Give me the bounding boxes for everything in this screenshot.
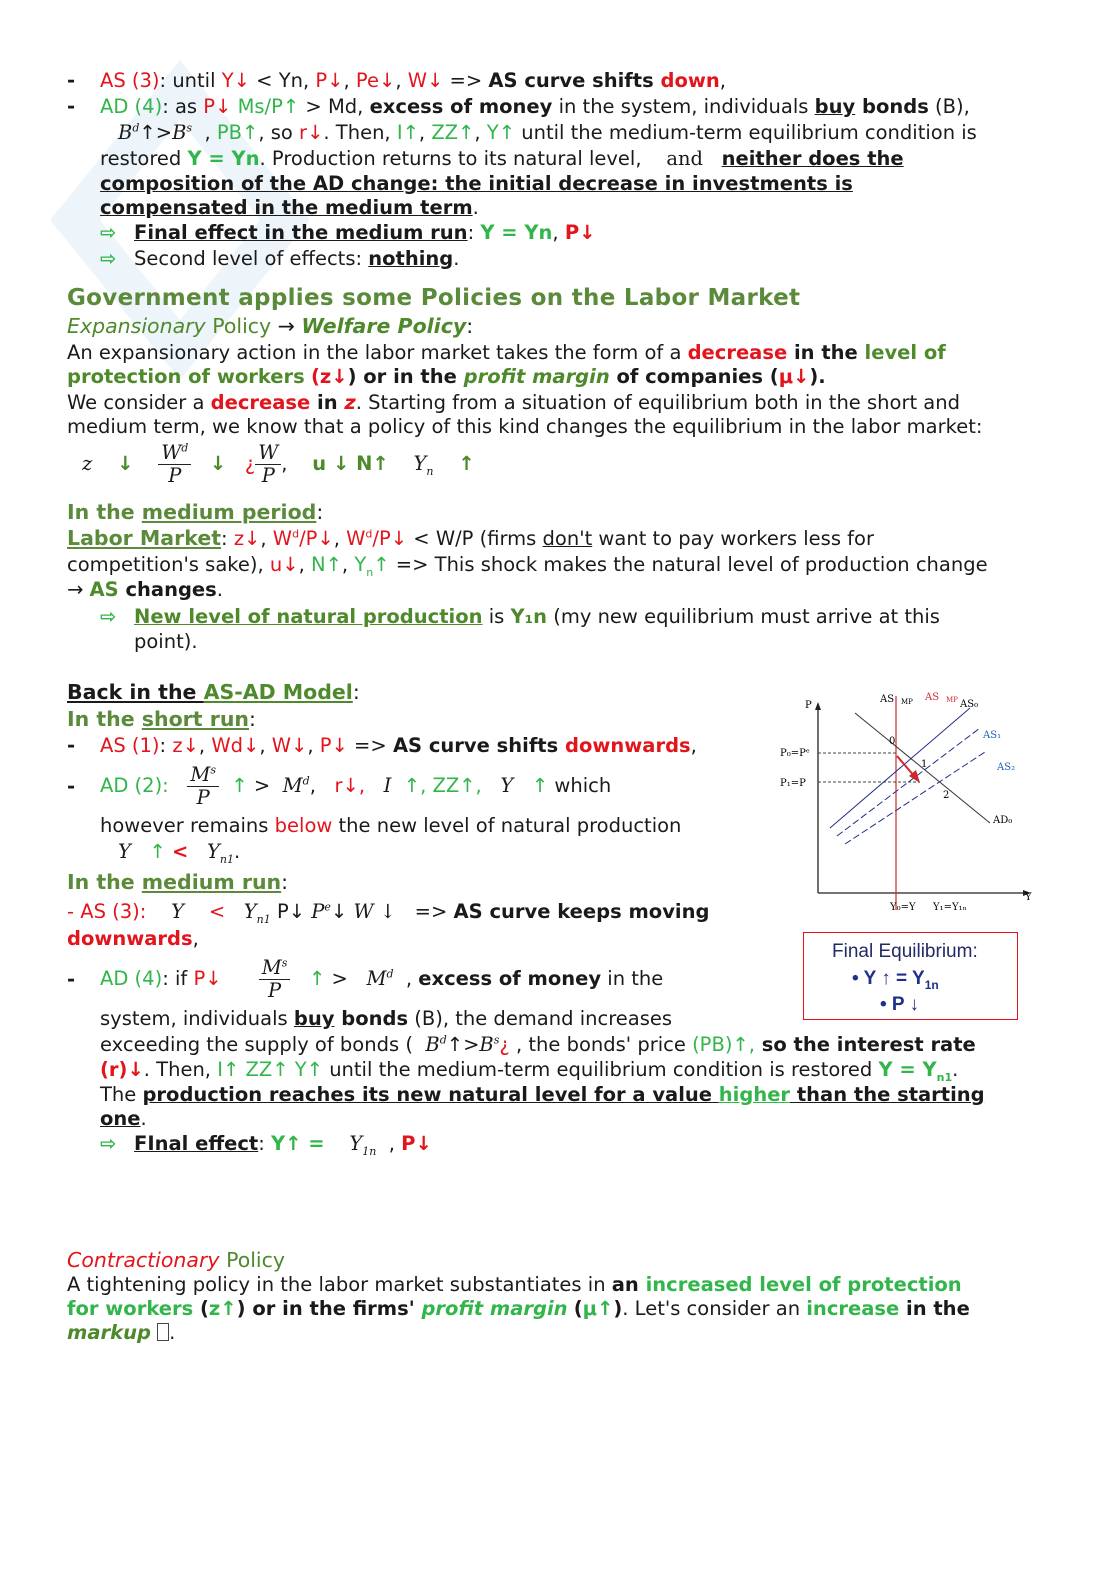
- line-point: point).: [134, 630, 198, 653]
- para-line: markup .: [67, 1321, 176, 1344]
- as2-curve: [845, 752, 985, 844]
- svg-text:AS: AS: [880, 694, 895, 705]
- heading-short-run: In the short run:: [67, 707, 256, 731]
- line-new-level: New level of natural production is Y₁n (my new equilibrium must arrive at this: [134, 605, 940, 628]
- line-ad2: AD (2): $\frac{M^s}{P}$ ↑ > $M^d$, r↓, I ↑, ZZ↑, Y ↑ which: [100, 763, 612, 809]
- line-competition: competition's sake), u↓, N↑, $Y_n↑$ => This shock makes the natural level of production change: [67, 553, 988, 579]
- line-as-changes: → AS changes.: [67, 578, 223, 601]
- arrow-bullet-icon: ⇨: [100, 221, 117, 244]
- line-compensated: compensated in the medium term.: [100, 196, 479, 219]
- bullet-dash: -: [67, 968, 76, 991]
- line-ad4-medium: AD (4): if P↓ $\frac{M^s}{P}$ ↑ > $M^d$ , excess of money in the: [100, 956, 664, 1002]
- as-ad-graph: [775, 688, 1040, 918]
- final-equilibrium-p: • P ↓: [880, 994, 920, 1015]
- section-title: Government applies some Policies on the Labor Market: [67, 285, 801, 311]
- svg-text:0: 0: [889, 736, 896, 747]
- line-as3: AS (3): until Y↓ < Yn, P↓, Pe↓, W↓ => AS curve shifts down,: [100, 69, 726, 92]
- as0-curve: [830, 708, 970, 828]
- line-final-effect-2: FInal effect: Y↑ = $Y_{1n}$ , P↓: [134, 1132, 432, 1158]
- heading-medium-run: In the medium run:: [67, 870, 289, 894]
- svg-text:2: 2: [943, 790, 950, 801]
- svg-text:AS: AS: [925, 692, 940, 703]
- bullet-dash: -: [67, 95, 76, 118]
- arrow-bullet-icon: ⇨: [100, 605, 117, 628]
- arrow-bullet-icon: ⇨: [100, 247, 117, 270]
- line-downwards: downwards,: [67, 927, 199, 950]
- svg-text:P₀=Pᵉ: P₀=Pᵉ: [780, 748, 810, 759]
- bullet-dash: -: [67, 69, 76, 92]
- line-then: (r)↓. Then, I↑ ZZ↑ Y↑ until the medium-term equilibrium condition is restored $Y = Y_{n1}$.: [100, 1058, 959, 1084]
- line-as1: AS (1): z↓, Wd↓, W↓, P↓ => AS curve shifts downwards,: [100, 734, 697, 757]
- svg-text:AS₂: AS₂: [997, 762, 1016, 773]
- svg-text:Y₁=Y₁ₙ: Y₁=Y₁ₙ: [933, 902, 967, 913]
- svg-text:Y₀=Y: Y₀=Y: [890, 902, 916, 913]
- line-exceeding: exceeding the supply of bonds ( $B^d↑>B^s¿$ , the bonds' price (PB)↑, so the interest rate: [100, 1033, 976, 1056]
- line-bonds: $B^d↑>B^s$ , PB↑, so r↓. Then, I↑, ZZ↑, Y↑ until the medium-term equilibrium condition is: [118, 121, 977, 144]
- svg-text:1: 1: [921, 759, 928, 770]
- missing-glyph-icon: [157, 1323, 169, 1341]
- svg-text:P₁=P: P₁=P: [780, 778, 806, 789]
- para-line: We consider a decrease in z. Starting from a situation of equilibrium both in the short and: [67, 391, 960, 414]
- para-line: An expansionary action in the labor market takes the form of a decrease in the level of: [67, 341, 946, 364]
- svg-text:MP: MP: [901, 698, 913, 706]
- final-equilibrium-box: [803, 932, 1018, 1020]
- y-axis-label: Y: [1025, 892, 1032, 903]
- svg-text:MP: MP: [946, 696, 958, 704]
- line-y-lt-yn1: Y ↑ < $Y_{n1}$.: [118, 840, 241, 866]
- line-second-level: Second level of effects: nothing.: [134, 247, 460, 270]
- para-line: protection of workers (z↓) or in the profit margin of companies (μ↓).: [67, 365, 826, 388]
- svg-text:AS₀: AS₀: [960, 699, 979, 710]
- bullet-dash: -: [67, 734, 76, 757]
- heading-back-asad: Back in the AS-AD Model:: [67, 680, 360, 704]
- final-equilibrium-y: • Y ↑ = $Y_{1n}$: [852, 968, 939, 992]
- para-line: A tightening policy in the labor market substantiates in an increased level of protection: [67, 1273, 962, 1296]
- line-as3-medium: - AS (3): Y < $Y_{n1}$ P↓ $P^e↓$ W ↓ => AS curve keeps moving: [67, 900, 710, 926]
- line-restored: restored Y = Yn. Production returns to its natural level, and neither does the: [100, 147, 904, 170]
- arrow-bullet-icon: ⇨: [100, 1132, 117, 1155]
- p-axis-label: P: [805, 700, 812, 711]
- line-production: The production reaches its new natural level for a value higher than the starting: [100, 1083, 985, 1106]
- line-one: one.: [100, 1107, 147, 1130]
- line-ad4: AD (4): as P↓ Ms/P↑ > Md, excess of money in the system, individuals buy bonds (B),: [100, 95, 970, 118]
- line-final-effect: Final effect in the medium run: Y = Yn, P↓: [134, 221, 596, 244]
- para-line: for workers (z↑) or in the firms' profit margin (μ↑). Let's consider an increase in the: [67, 1297, 970, 1320]
- final-equilibrium-title: Final Equilibrium:: [832, 941, 978, 962]
- line-composition: composition of the AD change: the initial decrease in investments is: [100, 172, 853, 195]
- heading-medium-period: In the medium period:: [67, 500, 324, 524]
- subsection-expansionary: Expansionary Policy → Welfare Policy:: [67, 314, 474, 338]
- line-system: system, individuals buy bonds (B), the demand increases: [100, 1007, 673, 1030]
- bullet-dash: -: [67, 775, 76, 798]
- svg-text:AS₁: AS₁: [983, 730, 1002, 741]
- para-line: medium term, we know that a policy of this kind changes the equilibrium in the labor market:: [67, 415, 983, 438]
- formula-labor-market: z ↓ $\frac{W^d}{P}$ ↓ ¿ $\frac{W}{P}$ , u ↓ N↑ $Y_n$ ↑: [82, 441, 475, 487]
- line-labor-market: Labor Market: z↓, $W^d/P↓$, $W^d/P↓ < W/P$ (firms don't want to pay workers less for: [67, 526, 874, 550]
- line-however: however remains below the new level of natural production: [100, 814, 682, 837]
- subsection-contractionary: Contractionary Policy: [67, 1248, 286, 1272]
- svg-text:AD₀: AD₀: [993, 815, 1013, 826]
